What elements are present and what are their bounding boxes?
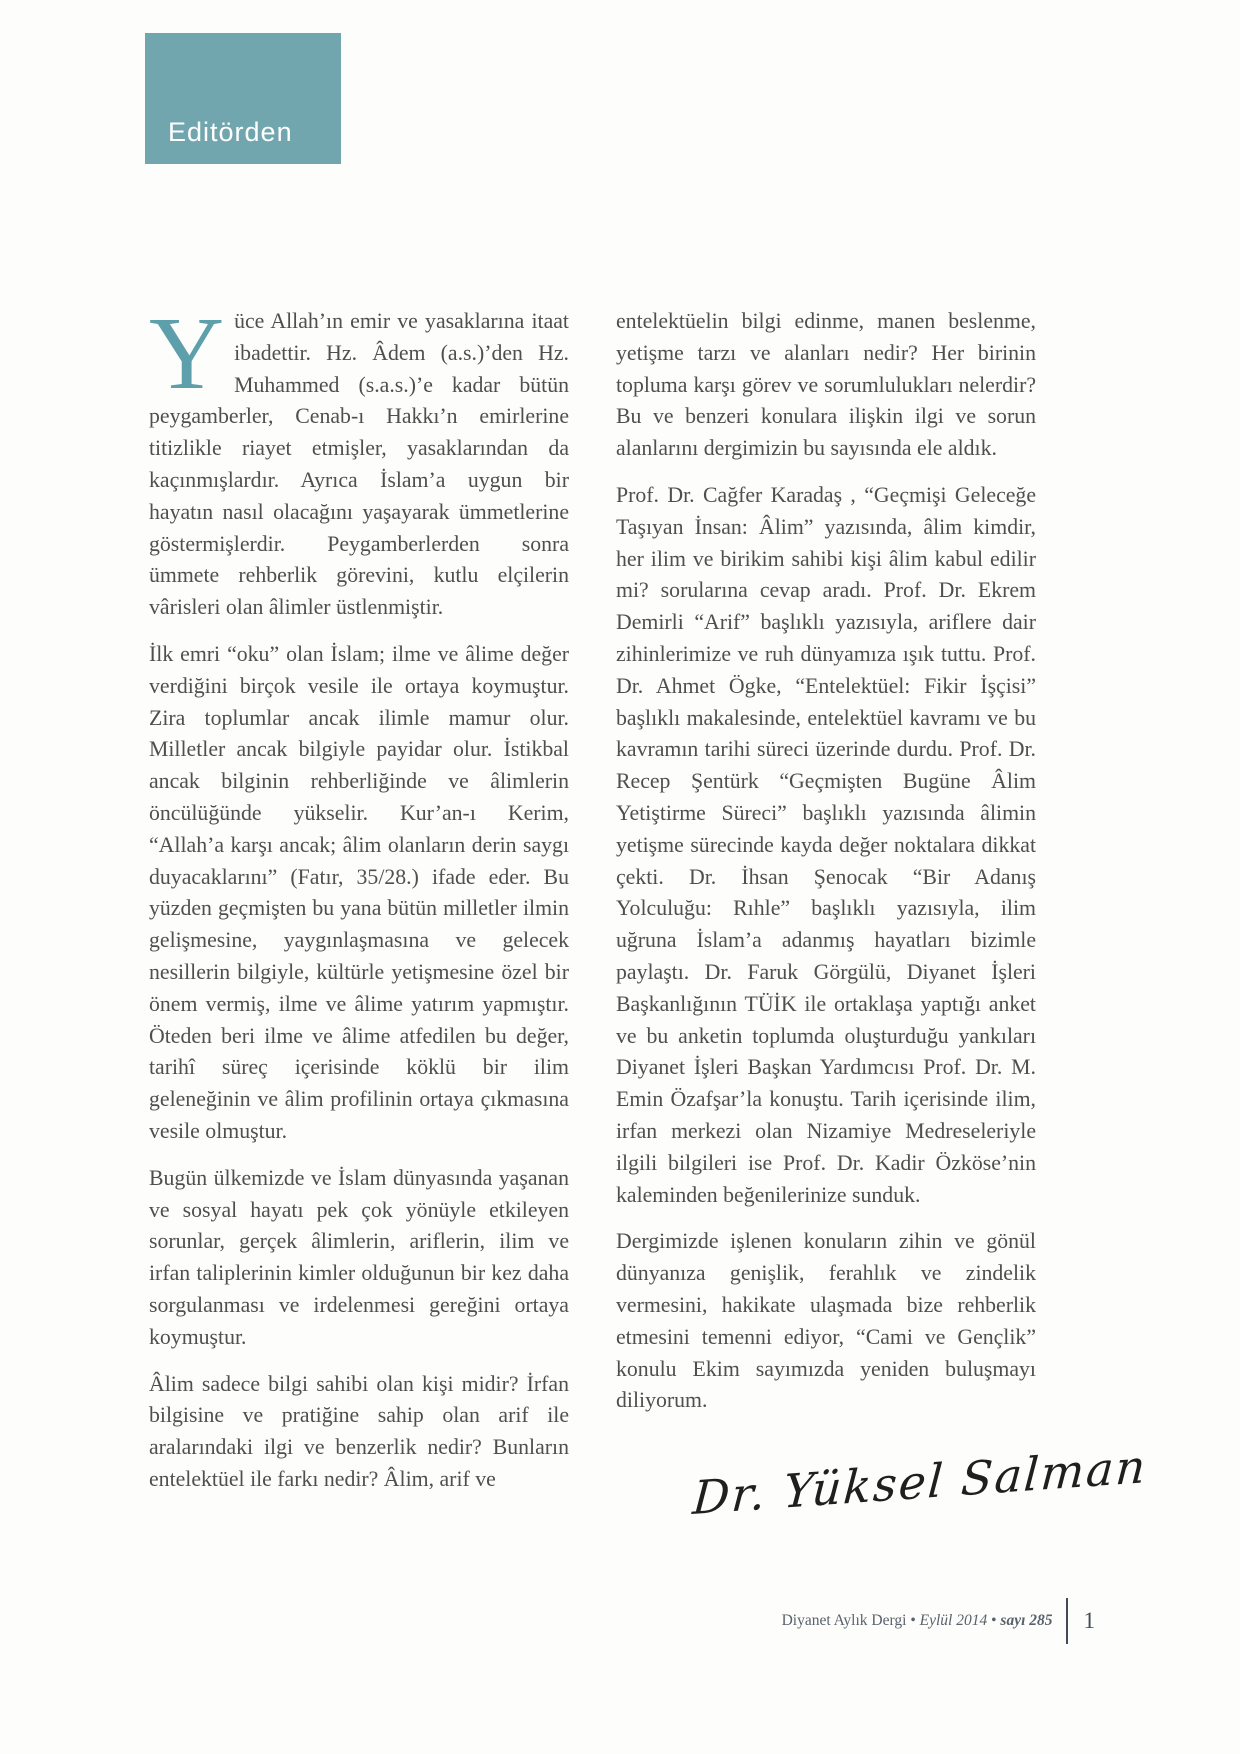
paragraph: İlk emri “oku” olan İslam; ilme ve âlime değer verdiğini birçok vesile ile ortaya koymuştur. Zira toplumlar ancak ilimle mamur olur. Milletler ancak bilgiyle payidar olur. İstikbal ancak bilginin rehberliğinde ve âlimlerin öncülüğünde yükselir. Kur’an-ı Kerim, “Allah’a karşı ancak; âlim olanların derin saygı duyacaklarını” (Fatır, 35/28.) ifade eder. Bu yüzden geçmişten bu yana bütün milletler ilmin gelişmesine, yaygınlaşmasına ve gelecek nesillerin bilgiyle, kültürle yetişmesine özel bir önem vermiş, ilme ve âlime yatırım yapmıştır. Öteden beri ilme ve âlime atfedilen bu değer, tarihî süreç içerisinde köklü bir ilim geleneğinin ve âlim profilinin ortaya çıkmasına vesile olmuştur.: [149, 641, 569, 1143]
drop-cap: Y: [149, 296, 225, 411]
paragraph: [149, 296, 569, 624]
footer-divider: [1066, 1598, 1068, 1644]
page-number: 1: [1083, 1608, 1095, 1633]
issue-date: Eylül 2014: [919, 1612, 988, 1629]
paragraph-text: üce Allah’ın emir ve yasaklarına itaat ibadettir. Hz. Âdem (a.s.)’den Hz. Muhammed (s.a.s.)’e kadar bütün peygamberler, Cenab-ı Hakkı’n emirlerine titizlikle riayet etmişler, yasaklarından da kaçınmışlardır. Ayrıca İslam’a uygun bir hayatın nasıl olacağını yaşayarak ümmetlerine göstermişlerdir. Peygamberlerden sonra ümmete rehberlik görevini, kutlu elçilerin vârisleri olan âlimler üstlenmiştir.: [149, 309, 569, 620]
article-body: [149, 296, 1037, 1511]
paragraph: Dergimizde işlenen konuların zihin ve gönül dünyanıza genişlik, ferahlık ve zindelik vermesini, hakikate ulaşmada bize rehberlik etmesini temenni ediyor, “Cami ve Gençlik” konulu Ekim sayımızda yeniden buluşmayı diliyorum.: [616, 1229, 1036, 1413]
paragraph: Prof. Dr. Cağfer Karadaş , “Geçmişi Geleceğe Taşıyan İnsan: Âlim” yazısında, âlim kimdir, her ilim ve birikim sahibi kişi âlim kabul edilir mi? sorularına cevap aradı. Prof. Dr. Ekrem Demirli “Arif” başlıklı yazısıyla, ariflere dair zihinlerimize ve ruh dünyamıza ışık tuttu. Prof. Dr. Ahmet Ögke, “Entelektüel: Fikir İşçisi” başlıklı makalesinde, entelektüel kavramı ve bu kavramın tarihi süreci üzerinde durdu. Prof. Dr. Recep Şentürk “Geçmişten Bugüne Âlim Yetiştirme Süreci” başlıklı yazısında âlimin yetişme sürecinde kayda değer noktalara dikkat çekti. Dr. İhsan Şenocak “Bir Adanış Yolculuğu: Rıhle” başlıklı yazısıyla, ilim uğruna İslam’a adanmış hayatları bizimle paylaştı. Dr. Faruk Görgülü, Diyanet İşleri Başkanlığının TÜİK ile ortaklaşa yaptığı anket ve bu anketin toplumda oluşturduğu yankıları Diyanet İşleri Başkan Yardımcısı Prof. Dr. M. Emin Özafşar’la konuştu. Tarih içerisinde ilim, irfan merkezi olan Nizamiye Medreseleriyle ilgili bilgileri ise Prof. Dr. Kadir Özköse’nin kaleminden beğenilerinize sunduk.: [616, 482, 1036, 1207]
footer-separator: •: [910, 1612, 916, 1629]
text-column-left: [149, 296, 569, 1511]
section-label-box: [145, 33, 341, 164]
signature: Dr. Yüksel Salman: [690, 1438, 1150, 1526]
section-label: Editörden: [168, 117, 293, 147]
text-column-right: [616, 306, 1036, 1511]
issue-number: sayı 285: [1000, 1612, 1053, 1629]
page-footer: [0, 1598, 1095, 1644]
footer-meta: [782, 1612, 1053, 1630]
footer-separator: •: [991, 1612, 997, 1629]
paragraph: Âlim sadece bilgi sahibi olan kişi midir? İrfan bilgisine ve pratiğine sahip olan arif ile aralarındaki ilgi ve benzerlik nedir? Bunların entelektüel ile farkı nedir? Âlim, arif ve: [149, 1371, 569, 1491]
paragraph: entelektüelin bilgi edinme, manen beslenme, yetişme tarzı ve alanları nedir? Her birinin topluma karşı görev ve sorumlulukları nelerdir? Bu ve benzeri konulara ilişkin ilgi ve sorun alanlarını dergimizin bu sayısında ele aldık.: [616, 309, 1036, 461]
journal-name: Diyanet Aylık Dergi: [781, 1612, 907, 1629]
paragraph: Bugün ülkemizde ve İslam dünyasında yaşanan ve sosyal hayatı pek çok yönüyle etkileyen sorunlar, gerçek âlimlerin, ariflerin, ilim ve irfan taliplerinin kimler olduğunun bir kez daha sorgulanması ve irdelenmesi gereğini ortaya koymuştur.: [149, 1165, 569, 1349]
